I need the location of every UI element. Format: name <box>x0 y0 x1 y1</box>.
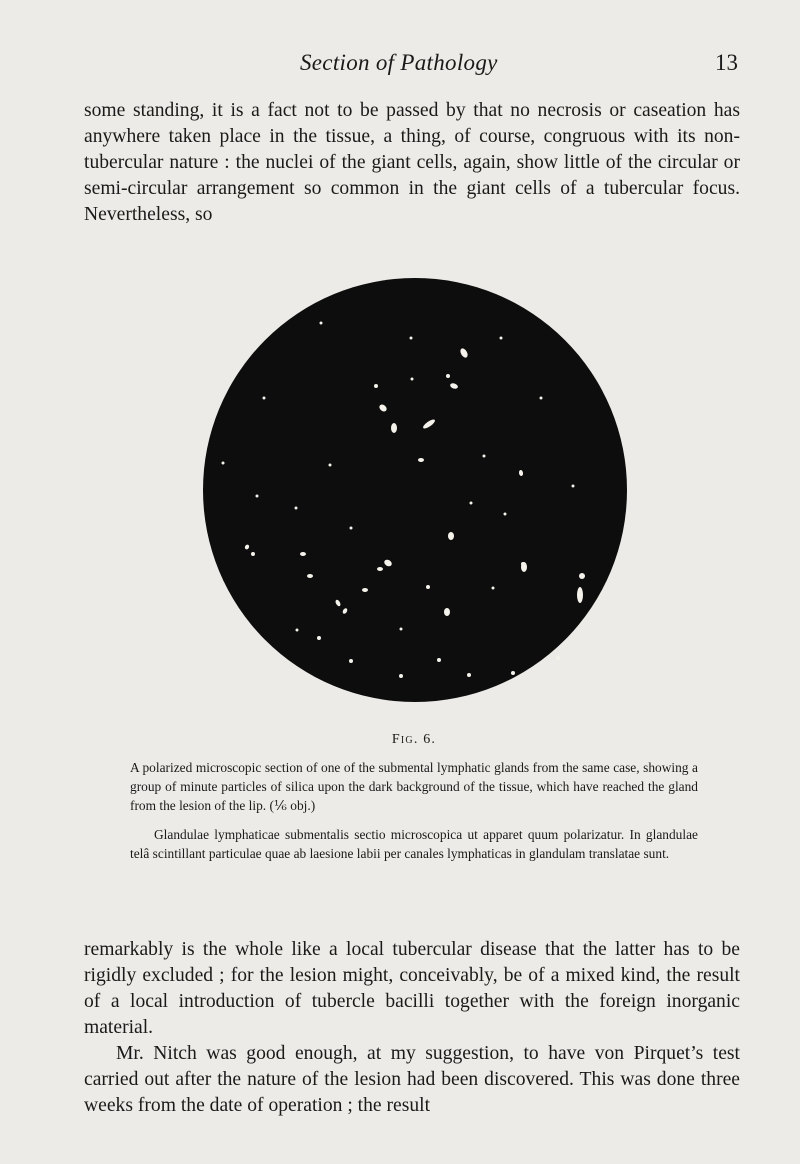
silica-particle <box>511 671 515 675</box>
silica-particle <box>444 608 450 616</box>
body-paragraph-pirquet: Mr. Nitch was good enough, at my suggestion, to have von Pirquet’s test carried out after the nature of the lesion had been discovered. This was done three weeks from the date of operation ; the result <box>84 1043 740 1116</box>
silica-particle <box>572 485 575 488</box>
silica-particle <box>222 462 225 465</box>
silica-particle <box>446 374 450 378</box>
page-number: 13 <box>715 50 738 75</box>
silica-particle <box>400 628 403 631</box>
body-paragraph-continued: remarkably is the whole like a local tubercular disease that the latter has to be rigidly excluded ; for the lesion might, conceivably, be of a mixed kind, the result of a local introduction of tubercle bacilli together with the foreign inorganic material. <box>84 939 740 1038</box>
body-paragraph-top: some standing, it is a fact not to be passed by that no necrosis or caseation has anywhere taken place in the tissue, a thing, of course, congruous with its non-tubercular nature : the nuclei of the giant cells, again, show little of the circular or semi-circular arrangement so common in the giant cells of a tubercular focus. Nevertheless, so <box>84 100 740 225</box>
silica-particle <box>256 495 259 498</box>
figure-caption <box>130 732 698 863</box>
dark-field <box>203 278 627 702</box>
silica-particle <box>470 502 473 505</box>
silica-particle <box>426 585 430 589</box>
silica-particle <box>579 573 585 579</box>
silica-particle <box>350 527 353 530</box>
silica-particle <box>295 507 298 510</box>
silica-particle <box>500 337 503 340</box>
silica-particle <box>448 532 454 540</box>
microscope-plate <box>201 278 629 702</box>
silica-particle <box>504 513 507 516</box>
silica-particle <box>329 464 332 467</box>
silica-particle <box>556 656 560 660</box>
silica-particle <box>374 384 378 388</box>
running-title: Section of Pathology <box>300 50 498 75</box>
silica-particle <box>317 636 321 640</box>
silica-particle <box>492 587 495 590</box>
silica-particle <box>437 658 441 662</box>
silica-particle <box>521 562 525 566</box>
caption-latin: Glandulae lymphaticae submentalis sectio microscopica ut apparet quum polarizatur. In glandulae telâ scintillant particulae quae ab laesione labii per canales lymphaticas in glandulam translatae sunt. <box>130 827 698 861</box>
silica-particle <box>391 423 397 433</box>
silica-particle <box>418 458 424 462</box>
body-text-bottom <box>84 937 740 1119</box>
figure-label: Fig. 6. <box>391 732 437 747</box>
silica-particle <box>467 673 471 677</box>
silica-particle <box>540 397 543 400</box>
silica-particle <box>307 574 313 578</box>
silica-particle <box>251 552 255 556</box>
silica-particle <box>296 629 299 632</box>
silica-particle <box>263 397 266 400</box>
silica-particle <box>399 674 403 678</box>
silica-particle <box>483 455 486 458</box>
silica-particle <box>377 567 383 571</box>
silica-particle <box>349 659 353 663</box>
silica-particle <box>410 337 413 340</box>
silica-particle <box>320 322 323 325</box>
running-header <box>0 50 800 84</box>
silica-particle <box>362 588 368 592</box>
caption-english: A polarized microscopic section of one of the submental lymphatic glands from the same case, showing a group of minute particles of silica upon the dark background of the tissue, which have reached the gland from the lesion of the lip. (⅙ obj.) <box>130 760 698 813</box>
silica-particle <box>300 552 306 556</box>
silica-particle <box>411 378 414 381</box>
silica-particle <box>577 587 583 603</box>
